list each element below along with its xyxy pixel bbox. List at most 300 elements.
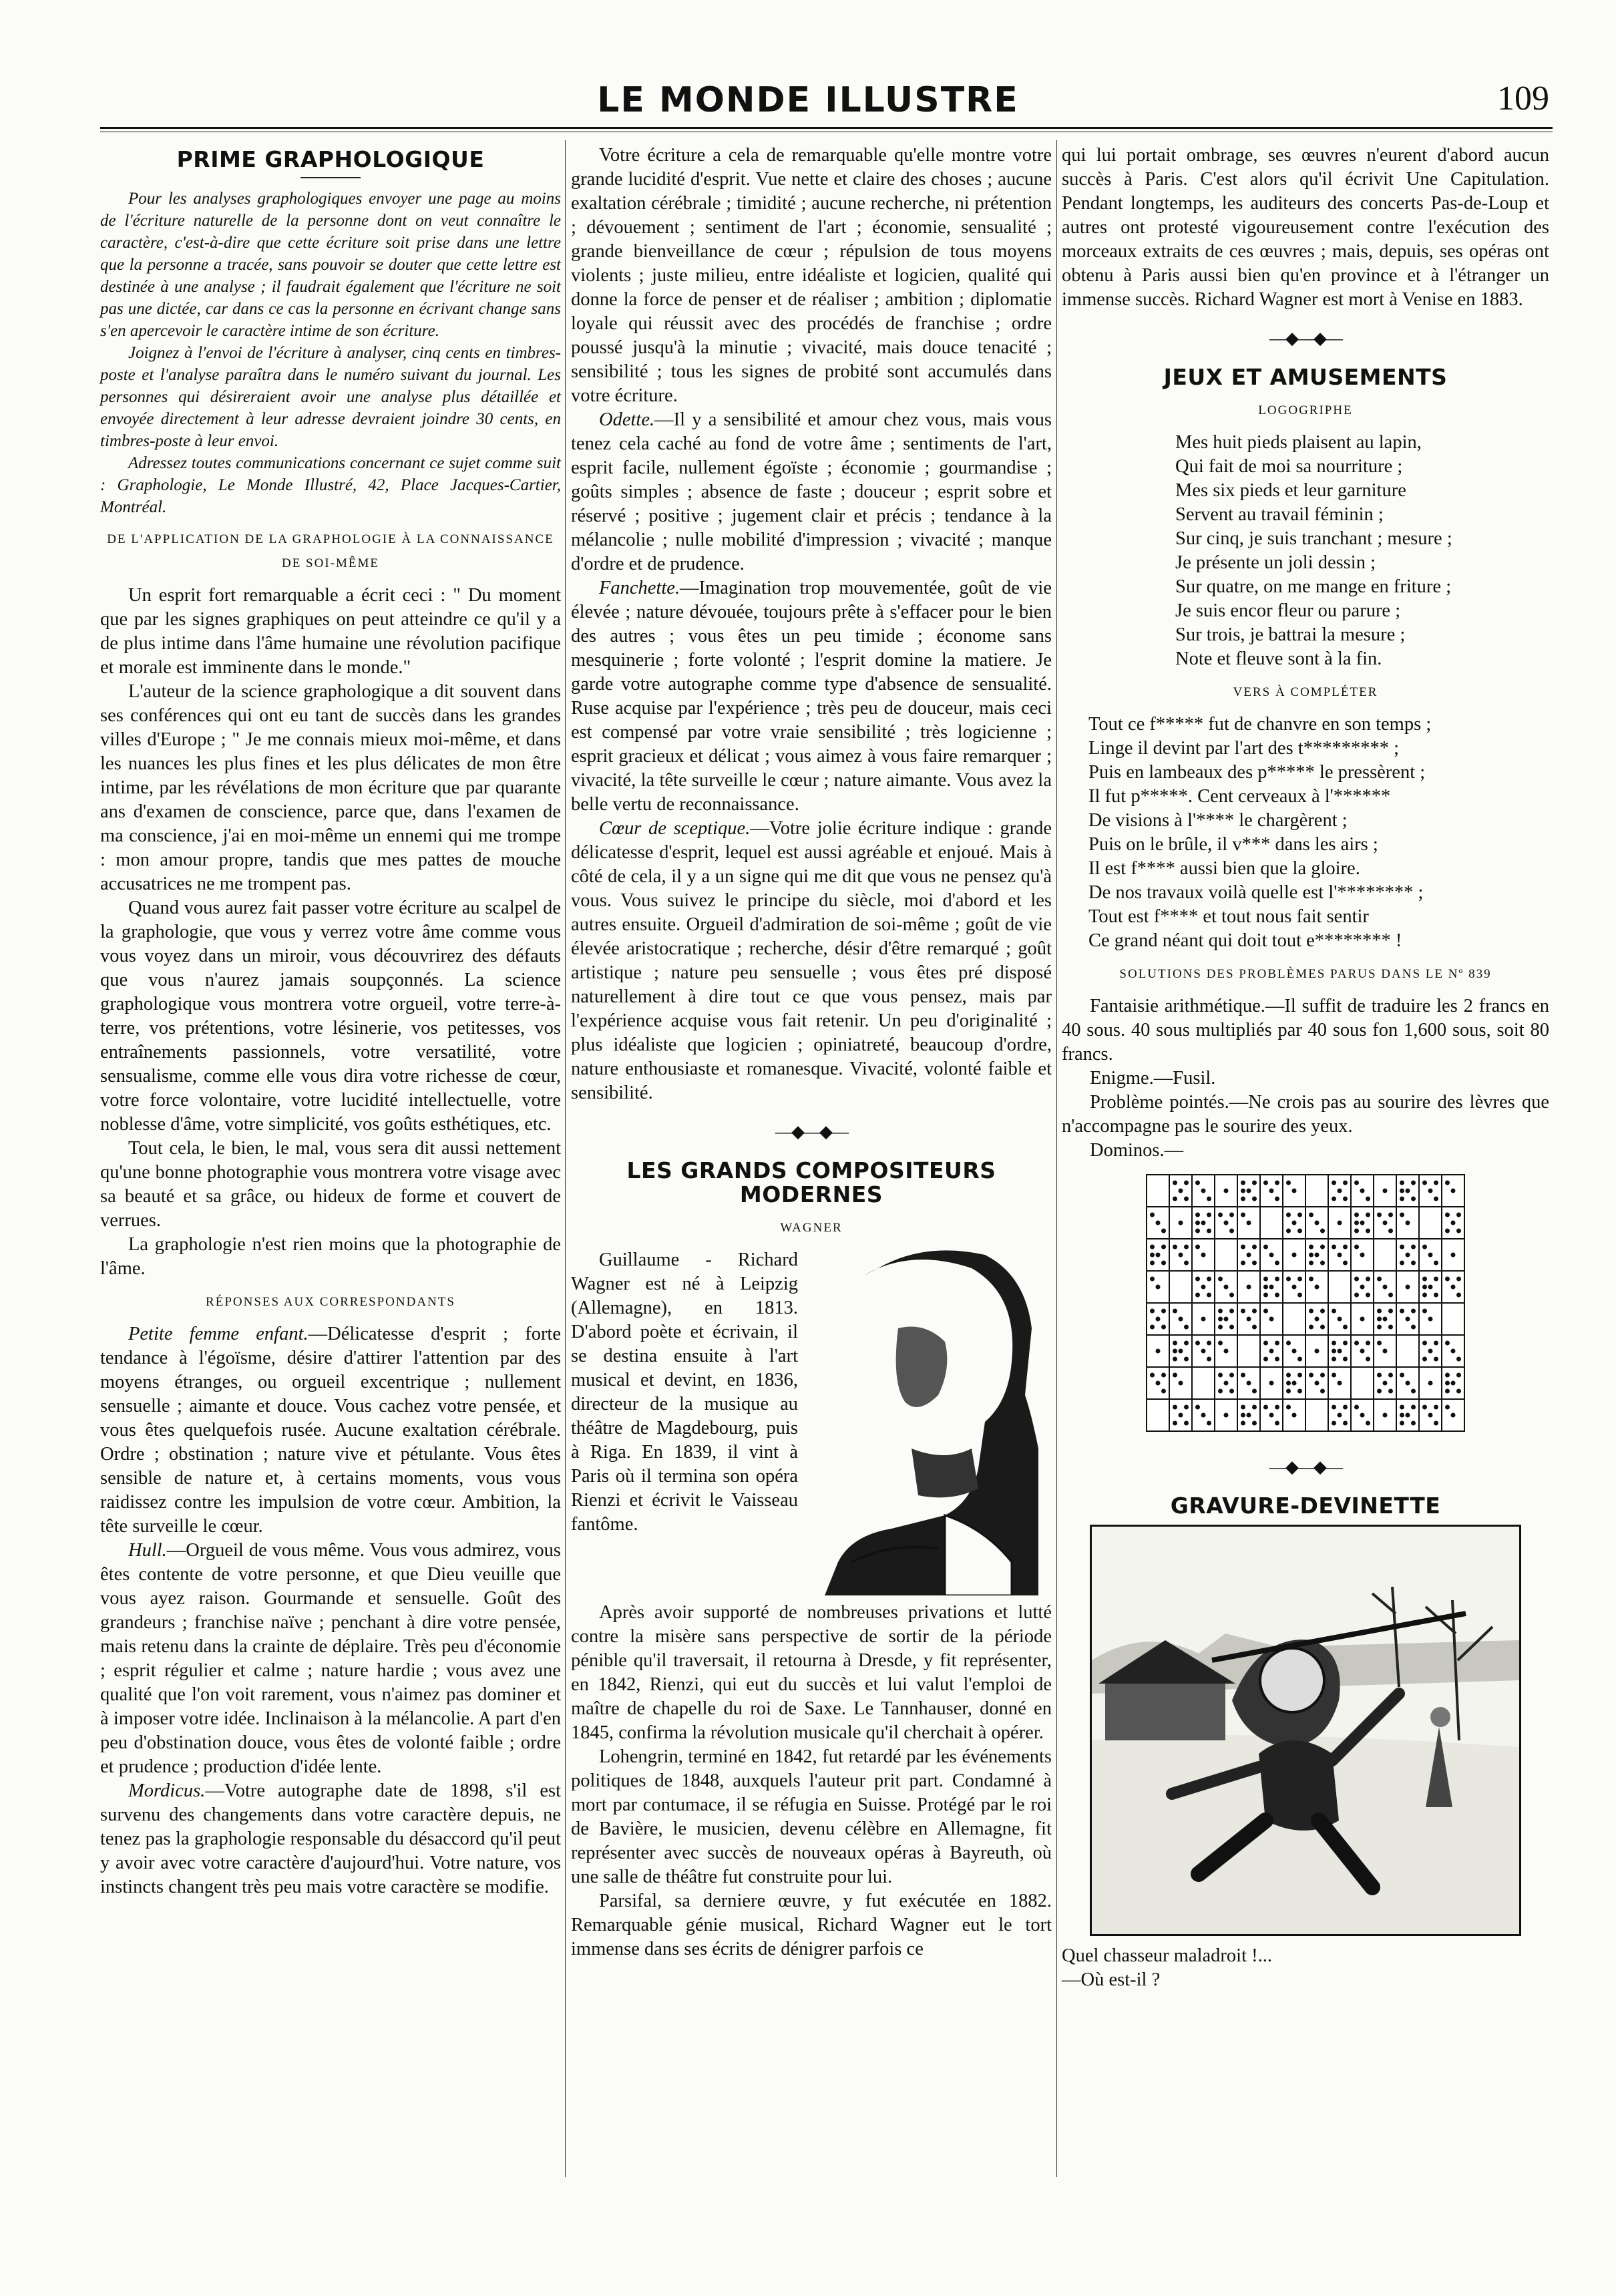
domino-pip — [1377, 1213, 1382, 1217]
domino-cell — [1260, 1207, 1283, 1239]
domino-cell — [1215, 1239, 1237, 1271]
domino-cell — [1147, 1175, 1169, 1207]
domino-pip — [1354, 1181, 1359, 1185]
domino-pip — [1456, 1229, 1461, 1233]
domino-pip — [1241, 1309, 1245, 1314]
verse-line: Mes six pieds et leur garniture — [1175, 480, 1406, 501]
domino-pip — [1338, 1381, 1342, 1386]
wagner-bio-paragraph: Parsifal, sa derniere œuvre, y fut exécutée en 1882. Remarquable génie musical, Richard Wagner eut le tort immense dans ses écrits de dénigrer parfois ce — [571, 1891, 1052, 1959]
domino-pip — [1247, 1221, 1251, 1225]
domino-pip — [1456, 1293, 1461, 1298]
domino-pip — [1173, 1373, 1177, 1378]
domino-pip — [1411, 1245, 1416, 1250]
domino-pip — [1269, 1317, 1274, 1322]
domino-pip — [1309, 1253, 1314, 1258]
domino-pip — [1252, 1421, 1257, 1426]
domino-cell — [1396, 1335, 1419, 1367]
domino-pip — [1161, 1373, 1166, 1378]
domino-pip — [1400, 1405, 1404, 1410]
domino-pip — [1241, 1405, 1245, 1410]
domino-pip — [1315, 1285, 1320, 1290]
domino-pip — [1275, 1181, 1279, 1185]
domino-pip — [1445, 1373, 1450, 1378]
domino-pip — [1224, 1413, 1229, 1418]
gravure-caption — [1062, 1944, 1549, 1992]
domino-pip — [1218, 1325, 1223, 1330]
domino-pip — [1275, 1357, 1279, 1362]
domino-pip — [1451, 1253, 1456, 1258]
domino-pip — [1156, 1349, 1161, 1354]
domino-pip — [1354, 1293, 1359, 1298]
domino-pip — [1156, 1317, 1161, 1322]
domino-pip — [1184, 1325, 1189, 1330]
domino-pip — [1388, 1309, 1393, 1314]
domino-pip — [1377, 1277, 1382, 1282]
logogriphe-verse — [1175, 431, 1549, 671]
caption-line: Quel chasseur maladroit !... — [1062, 1945, 1272, 1966]
domino-pip — [1411, 1325, 1416, 1330]
body-paragraph: L'auteur de la science graphologique a dit souvent dans ses conférences qui ont eu tant de succès dans les grandes villes d'Europe ; " Je me connais mieux moi-même, et dans les nuances les plus fines et les plus délicates de mon être intime, par les révélations de mon écriture que par quarante ans d'examen de conscience, parce que, dans l'examen de ma conscience, j'ai en moi-même un ennemi qui me trompe : mon amour propre, tandis que mes pattes de mouche accusatrices ne me trompent pas. — [100, 681, 561, 894]
column-2 — [571, 144, 1052, 1961]
answer-text: —Imagination trop mouvementée, goût de vie élevée ; nature dévouée, toujours prête à s'effacer pour le bien des autres ; vous êtes un peu timide ; économe sans mesquinerie ; forte volonté ; l'esprit domine la matiere. Je garde votre autographe comme type d'absence de sensualité. Ruse acquise par l'expérience ; très peu de douceur, mais ceci est compensé par votre vraie sensibilité ; très logicienne ; esprit gracieux et délicat ; vous aimez à vous faire remarquer ; vivacité, la tête surveille le cœur ; nature aimante. Vous avez la belle vertu de reconnaissance. — [571, 578, 1052, 815]
domino-pip — [1201, 1189, 1206, 1193]
domino-pip — [1411, 1197, 1416, 1201]
subheading-vers: VERS À COMPLÉTER — [1233, 685, 1378, 699]
domino-pip — [1422, 1405, 1427, 1410]
domino-pip — [1184, 1245, 1189, 1250]
domino-pip — [1184, 1261, 1189, 1266]
domino-pip — [1406, 1221, 1410, 1225]
domino-pip — [1343, 1341, 1348, 1346]
domino-pip — [1354, 1341, 1359, 1346]
domino-pip — [1297, 1389, 1302, 1394]
domino-pip — [1161, 1229, 1166, 1233]
domino-pip — [1184, 1405, 1189, 1410]
domino-pip — [1383, 1221, 1388, 1225]
domino-pip — [1332, 1349, 1336, 1354]
domino-pip — [1434, 1357, 1438, 1362]
domino-pip — [1434, 1293, 1438, 1298]
domino-pip — [1309, 1309, 1314, 1314]
domino-pip — [1320, 1325, 1325, 1330]
solution-paragraph: Fantaisie arithmétique.—Il suffit de traduire les 2 francs en 40 sous. 40 sous multipliés par 40 sous fon 1,600 sous, soit 80 francs. — [1062, 996, 1549, 1065]
column-divider — [565, 140, 566, 2177]
domino-pip — [1309, 1325, 1314, 1330]
domino-pip — [1354, 1405, 1359, 1410]
answer-continued: Votre écriture a cela de remarquable qu'elle montre votre grande lucidité d'esprit. Vue nette et claire des choses ; aucune exaltation cérébrale ; timidité ; aucune recherche, ni prétention ; dévouement ; sentiment de l'art ; économie, sensualité ; grande bienveillance de cœur ; répulsion de tous moyens violents ; juste milieu, entre idéaliste et logicien, qualité qui donne la force de penser et de réaliser ; ambition ; diplomatie loyale qui réussit avec des procédés de franchise ; ordre poussé jusqu'à la minutie ; vivacité, mais douce tenacité ; sensibilité ; tous les signes de probité sont accumulés dans votre écriture. — [571, 145, 1052, 406]
domino-pip — [1422, 1277, 1427, 1282]
domino-pip — [1252, 1325, 1257, 1330]
domino-pip — [1332, 1405, 1336, 1410]
domino-pip — [1309, 1261, 1314, 1266]
column-divider — [1056, 140, 1057, 2177]
domino-pip — [1434, 1261, 1438, 1266]
domino-pip — [1360, 1189, 1365, 1193]
domino-pip — [1400, 1309, 1404, 1314]
caption-line: —Où est-il ? — [1062, 1969, 1161, 1990]
domino-pip — [1275, 1293, 1279, 1298]
correspondent-name: Cœur de sceptique. — [599, 818, 751, 839]
domino-pip — [1332, 1197, 1336, 1201]
domino-pip — [1406, 1381, 1410, 1386]
subheading-application: DE L'APPLICATION DE LA GRAPHOLOGIE À LA CONNAISSANCE DE SOI-MÊME — [107, 532, 554, 570]
answer-paragraph — [100, 1322, 561, 1539]
domino-pip — [1383, 1189, 1388, 1193]
page-number: 109 — [1497, 79, 1549, 118]
domino-pip — [1201, 1285, 1206, 1290]
correspondent-name: Odette. — [599, 409, 655, 430]
domino-pip — [1150, 1245, 1155, 1250]
domino-pip — [1377, 1341, 1382, 1346]
domino-pip — [1286, 1229, 1291, 1233]
domino-pip — [1434, 1405, 1438, 1410]
domino-pip — [1411, 1181, 1416, 1185]
domino-pip — [1195, 1341, 1200, 1346]
domino-pip — [1247, 1253, 1251, 1258]
body-paragraph: Un esprit fort remarquable a écrit ceci : " Du moment que par les signes graphiques on peut atteindre ce qu'il y a de plus intime dans l'âme humaine une révolution pacifique et morale est imminente dans le monde." — [100, 585, 561, 678]
domino-pip — [1445, 1381, 1450, 1386]
domino-pip — [1411, 1389, 1416, 1394]
intro-paragraph: Adressez toutes communications concernant ce sujet comme suit : Graphologie, Le Monde Illustré, 42, Place Jacques-Cartier, Montréal. — [100, 454, 561, 516]
domino-pip — [1229, 1389, 1234, 1394]
domino-pip — [1297, 1229, 1302, 1233]
domino-pip — [1207, 1421, 1211, 1426]
section-ornament: ―◆―◆― — [1269, 329, 1342, 348]
domino-pip — [1218, 1373, 1223, 1378]
domino-pip — [1428, 1285, 1433, 1290]
domino-pip — [1269, 1285, 1274, 1290]
domino-pip — [1263, 1405, 1268, 1410]
domino-pip — [1400, 1261, 1404, 1266]
domino-pip — [1388, 1213, 1393, 1217]
domino-pip — [1354, 1213, 1359, 1217]
domino-pip — [1150, 1213, 1155, 1217]
domino-pip — [1263, 1357, 1268, 1362]
domino-pip — [1286, 1389, 1291, 1394]
intro-paragraph: Pour les analyses graphologiques envoyer une page au moins de l'écriture naturelle de la personne dont on veut connaître le caractère, c'est-à-dire que cette écriture soit prise dans une lettre que la personne a tracée, sans pouvoir se douter que cette lettre est destinée à une analyse ; il faudrait également que l'écriture ne soit pas une dictée, car dans ce cas la personne en écrivant change sans s'en apercevoir le caractère intime de son écriture. — [100, 190, 561, 340]
domino-pip — [1173, 1405, 1177, 1410]
domino-pip — [1275, 1405, 1279, 1410]
solution-paragraph: Enigme.—Fusil. — [1090, 1068, 1216, 1089]
domino-pip — [1383, 1317, 1388, 1322]
domino-pip — [1207, 1213, 1211, 1217]
domino-pip — [1332, 1373, 1336, 1378]
subheading-solutions: SOLUTIONS DES PROBLÈMES PARUS DANS LE Nº 839 — [1119, 967, 1492, 981]
domino-pip — [1173, 1197, 1177, 1201]
domino-pip — [1263, 1293, 1268, 1298]
domino-pip — [1451, 1285, 1456, 1290]
domino-pip — [1241, 1213, 1245, 1217]
domino-pip — [1320, 1229, 1325, 1233]
domino-cell — [1442, 1303, 1464, 1335]
domino-pip — [1451, 1381, 1456, 1386]
domino-pip — [1275, 1197, 1279, 1201]
domino-pip — [1150, 1253, 1155, 1258]
domino-pip — [1343, 1357, 1348, 1362]
domino-pip — [1377, 1373, 1382, 1378]
domino-pip — [1332, 1245, 1336, 1250]
domino-pip — [1286, 1381, 1291, 1386]
domino-pip — [1275, 1421, 1279, 1426]
domino-pip — [1229, 1213, 1234, 1217]
column-3 — [1062, 144, 1549, 1992]
domino-pip — [1411, 1405, 1416, 1410]
verse-line: Tout ce f***** fut de chanvre en son temps ; — [1088, 714, 1432, 735]
domino-pip — [1218, 1277, 1223, 1282]
domino-pip — [1445, 1213, 1450, 1217]
domino-pip — [1241, 1245, 1245, 1250]
domino-pip — [1320, 1309, 1325, 1314]
domino-pip — [1406, 1317, 1410, 1322]
domino-pip — [1179, 1317, 1183, 1322]
domino-pip — [1343, 1405, 1348, 1410]
domino-pip — [1241, 1421, 1245, 1426]
verse-line: Note et fleuve sont à la fin. — [1175, 648, 1382, 669]
domino-pip — [1388, 1373, 1393, 1378]
domino-pip — [1275, 1341, 1279, 1346]
domino-pip — [1320, 1261, 1325, 1266]
domino-pip — [1400, 1197, 1404, 1201]
domino-cell — [1328, 1271, 1351, 1303]
domino-pip — [1263, 1245, 1268, 1250]
correspondent-name: Fanchette. — [599, 578, 680, 598]
domino-pip — [1406, 1253, 1410, 1258]
domino-pip — [1263, 1341, 1268, 1346]
domino-pip — [1201, 1413, 1206, 1418]
correspondent-name: Mordicus. — [128, 1780, 206, 1801]
domino-pip — [1184, 1181, 1189, 1185]
domino-pip — [1179, 1349, 1183, 1354]
domino-pip — [1179, 1253, 1183, 1258]
domino-pip — [1456, 1213, 1461, 1217]
domino-pip — [1263, 1181, 1268, 1185]
domino-pip — [1332, 1181, 1336, 1185]
domino-pip — [1150, 1309, 1155, 1314]
domino-pip — [1400, 1213, 1404, 1217]
domino-pip — [1195, 1213, 1200, 1217]
domino-pip — [1241, 1261, 1245, 1266]
verse-line: Ce grand néant qui doit tout e******** ! — [1088, 930, 1402, 951]
domino-pip — [1195, 1229, 1200, 1233]
domino-pip — [1343, 1421, 1348, 1426]
domino-pip — [1173, 1421, 1177, 1426]
domino-pip — [1184, 1341, 1189, 1346]
domino-pip — [1383, 1285, 1388, 1290]
domino-pip — [1332, 1357, 1336, 1362]
domino-pip — [1451, 1349, 1456, 1354]
domino-pip — [1292, 1221, 1297, 1225]
wagner-narrow-text — [571, 1248, 798, 1537]
domino-pip — [1406, 1413, 1410, 1418]
section-heading-jeux: JEUX ET AMUSEMENTS — [1163, 364, 1448, 390]
domino-pip — [1309, 1277, 1314, 1282]
domino-pip — [1422, 1309, 1427, 1314]
domino-pip — [1224, 1189, 1229, 1193]
domino-pip — [1343, 1261, 1348, 1266]
domino-pip — [1286, 1405, 1291, 1410]
domino-pip — [1161, 1245, 1166, 1250]
domino-pip — [1428, 1189, 1433, 1193]
wagner-bio-start: Guillaume - Richard Wagner est né à Leipzig (Allemagne), en 1813. D'abord poète et écrivain, il se destina ensuite à l'art musical et devint, en 1836, directeur de la musique au théâtre de Magdebourg, puis à Riga. En 1839, il vint à Paris où il termina son opéra Rienzi et écrivit le Vaisseau fantôme. — [571, 1250, 798, 1535]
verse-line: Tout est f**** et tout nous fait sentir — [1088, 906, 1369, 927]
verse-line: Je présente un joli dessin ; — [1175, 552, 1376, 573]
domino-pip — [1224, 1317, 1229, 1322]
domino-pip — [1411, 1421, 1416, 1426]
domino-pip — [1292, 1285, 1297, 1290]
domino-pip — [1286, 1373, 1291, 1378]
domino-pip — [1456, 1357, 1461, 1362]
domino-pip — [1338, 1349, 1342, 1354]
answer-paragraph — [100, 1779, 561, 1899]
answer-paragraph — [571, 576, 1052, 817]
domino-pip — [1229, 1293, 1234, 1298]
subheading-reponses: RÉPONSES AUX CORRESPONDANTS — [206, 1295, 455, 1309]
domino-pip — [1297, 1213, 1302, 1217]
domino-pip — [1297, 1277, 1302, 1282]
domino-pip — [1422, 1293, 1427, 1298]
domino-pip — [1218, 1389, 1223, 1394]
domino-pip — [1263, 1309, 1268, 1314]
domino-pip — [1173, 1341, 1177, 1346]
domino-pip — [1229, 1325, 1234, 1330]
domino-pip — [1161, 1389, 1166, 1394]
domino-pip — [1434, 1197, 1438, 1201]
domino-pip — [1297, 1293, 1302, 1298]
domino-pip — [1315, 1221, 1320, 1225]
domino-pip — [1428, 1253, 1433, 1258]
domino-pip — [1315, 1349, 1320, 1354]
verse-line: Puis on le brûle, il v*** dans les airs ; — [1088, 834, 1378, 855]
gravure-devinette-image — [1090, 1525, 1521, 1936]
answer-text: —Orgueil de vous même. Vous vous admirez, vous êtes contente de votre personne, et que Dieu veuille que vous ayez raison. Gourmande et sensuelle. Goût des grandeurs ; franchise naïve ; penchant à dire votre pensée, mais retenu dans la crainte de déplaire. Très peu d'économie ; esprit régulier et calme ; nature hardie ; vous avez une qualité que l'on voit rarement, vous n'aimez pas dominer et à imposer votre idée. Inclinaison à la mélancolie. A part d'en peu d'obstination douce, vous êtes de volonté faible ; ordre et prudence ; production d'idée lente. — [100, 1540, 561, 1777]
section-ornament: ―◆―◆― — [775, 1122, 847, 1141]
answer-text: —Votre autographe date de 1898, s'il est survenu des changements dans votre caractère depuis, ne tenez pas la graphologie responsable du désaccord qu'il peut y avoir avec votre caractère d'aujourd'hui. Votre nature, vos instincts changent très peu mais votre caractère se modifie. — [100, 1780, 561, 1897]
domino-pip — [1360, 1317, 1365, 1322]
domino-pip — [1173, 1245, 1177, 1250]
domino-pip — [1360, 1221, 1365, 1225]
domino-cell — [1305, 1399, 1328, 1431]
newspaper-title: LE MONDE ILLUSTRE — [597, 80, 1019, 120]
domino-pip — [1383, 1381, 1388, 1386]
domino-pip — [1241, 1413, 1245, 1418]
domino-pip — [1269, 1253, 1274, 1258]
domino-pip — [1263, 1277, 1268, 1282]
domino-pip — [1360, 1413, 1365, 1418]
verse-line: Qui fait de moi sa nourriture ; — [1175, 456, 1403, 477]
domino-pip — [1428, 1349, 1433, 1354]
domino-pip — [1309, 1373, 1314, 1378]
domino-pip — [1275, 1277, 1279, 1282]
domino-cell — [1283, 1303, 1305, 1335]
domino-pip — [1247, 1413, 1251, 1418]
domino-pip — [1252, 1197, 1257, 1201]
correspondent-name: Hull. — [128, 1540, 167, 1561]
domino-pip — [1445, 1277, 1450, 1282]
domino-pip — [1292, 1413, 1297, 1418]
domino-pip — [1456, 1277, 1461, 1282]
section-heading-gravure: GRAVURE-DEVINETTE — [1170, 1493, 1441, 1519]
domino-pip — [1229, 1309, 1234, 1314]
domino-pip — [1263, 1285, 1268, 1290]
domino-pip — [1241, 1181, 1245, 1185]
domino-pip — [1161, 1261, 1166, 1266]
wagner-bio-paragraph: Après avoir supporté de nombreuses privations et lutté contre la misère sans perspective de sortir de la période pénible qu'il traversait, il retourna à Dresde, y fit représenter, en 1842, Rienzi, qui eut du succès et lui valut l'emploi de maître de chapelle du roi de Saxe. Le Tannhauser, donné en 1845, confirma la révolution musicale qu'il cherchait à opérer. — [571, 1602, 1052, 1743]
domino-pip — [1354, 1229, 1359, 1233]
domino-pip — [1309, 1245, 1314, 1250]
body-paragraph: Quand vous aurez fait passer votre écriture au scalpel de la graphologie, que vous y verrez votre âme comme vous vous voyez dans un miroir, vous découvrirez des défauts que vous n'aurez jamais soupçonnés. La science graphologique vous montrera votre orgueil, votre terre-à-terre, vos prétentions, votre lésinerie, vos petitesses, vos entraînements passionnels, votre versatilité, votre sensualisme, comme elle vous dira votre richesse de cœur, votre force volontaire, votre lucidité intellectuelle, votre noblesse d'âme, votre simplicité, vos goûts esthétiques, etc. — [100, 898, 561, 1135]
domino-pip — [1292, 1381, 1297, 1386]
domino-pip — [1400, 1421, 1404, 1426]
domino-pip — [1224, 1221, 1229, 1225]
domino-cell — [1169, 1271, 1192, 1303]
domino-pip — [1201, 1317, 1206, 1322]
domino-pip — [1207, 1293, 1211, 1298]
domino-pip — [1451, 1221, 1456, 1225]
domino-pip — [1184, 1197, 1189, 1201]
domino-pip — [1338, 1253, 1342, 1258]
domino-pip — [1354, 1277, 1359, 1282]
domino-pip — [1297, 1373, 1302, 1378]
answer-paragraph — [100, 1539, 561, 1779]
domino-pip — [1229, 1373, 1234, 1378]
domino-pip — [1241, 1189, 1245, 1193]
domino-pip — [1184, 1357, 1189, 1362]
domino-pip — [1456, 1373, 1461, 1378]
domino-pip — [1320, 1373, 1325, 1378]
domino-pip — [1269, 1381, 1274, 1386]
domino-pip — [1224, 1285, 1229, 1290]
domino-pip — [1247, 1381, 1251, 1386]
domino-pip — [1400, 1189, 1404, 1193]
domino-cell — [1374, 1239, 1396, 1271]
domino-pip — [1207, 1277, 1211, 1282]
verse-line: De visions à l'**** le chargèrent ; — [1088, 810, 1348, 831]
domino-pip — [1150, 1277, 1155, 1282]
hunter-engraving — [1092, 1527, 1519, 1934]
domino-pip — [1388, 1229, 1393, 1233]
domino-pip — [1400, 1373, 1404, 1378]
domino-pip — [1343, 1245, 1348, 1250]
domino-pip — [1229, 1229, 1234, 1233]
domino-pip — [1343, 1181, 1348, 1185]
domino-pip — [1247, 1189, 1251, 1193]
body-paragraph: Tout cela, le bien, le mal, vous sera dit aussi nettement qu'une bonne photographie vous montrera votre visage avec sa beauté et sa grâce, ou hideux de forme et couvert de verrues. — [100, 1138, 561, 1231]
domino-pip — [1241, 1197, 1245, 1201]
domino-pip — [1156, 1285, 1161, 1290]
domino-pip — [1315, 1381, 1320, 1386]
domino-cell — [1192, 1367, 1215, 1399]
wagner-portrait-image — [811, 1248, 1045, 1595]
domino-pip — [1195, 1405, 1200, 1410]
section-heading-compositeurs: LES GRANDS COMPOSITEURS MODERNES — [626, 1157, 996, 1207]
domino-pip — [1360, 1349, 1365, 1354]
domino-pip — [1247, 1285, 1251, 1290]
domino-cell — [1351, 1367, 1374, 1399]
domino-pip — [1218, 1317, 1223, 1322]
domino-pip — [1269, 1189, 1274, 1193]
verse-line: Sur trois, je battrai la mesure ; — [1175, 624, 1406, 645]
section-heading-graphologie: PRIME GRAPHOLOGIQUE — [176, 146, 485, 172]
domino-pip — [1377, 1389, 1382, 1394]
domino-pip — [1434, 1277, 1438, 1282]
domino-pip — [1338, 1221, 1342, 1225]
domino-pip — [1252, 1245, 1257, 1250]
domino-pip — [1292, 1189, 1297, 1193]
domino-cell — [1237, 1335, 1260, 1367]
domino-pip — [1332, 1421, 1336, 1426]
domino-pip — [1360, 1285, 1365, 1290]
body-paragraph: La graphologie n'est rien moins que la photographie de l'âme. — [100, 1234, 561, 1279]
